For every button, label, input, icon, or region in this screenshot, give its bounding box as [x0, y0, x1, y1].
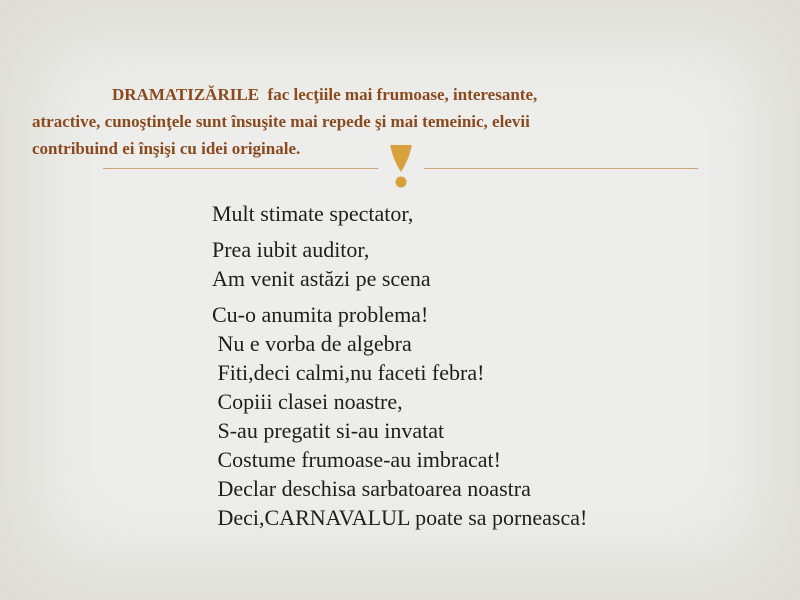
poem	[212, 199, 732, 532]
poem-line: Am venit astăzi pe scena	[212, 266, 431, 291]
poem-line: Cu-o anumita problema!	[212, 302, 429, 327]
poem-line: Prea iubit auditor,	[212, 237, 370, 262]
poem-line: Deci,CARNAVALUL poate sa porneasca!	[212, 505, 588, 530]
ornament-drop-icon	[388, 143, 414, 189]
heading-line-1: DRAMATIZĂRILE fac lecţiile mai frumoase, interesante,	[112, 85, 538, 104]
poem-line: Nu e vorba de algebra	[212, 331, 412, 356]
divider-right	[424, 168, 698, 169]
divider-left	[103, 168, 378, 169]
heading-line-2: atractive, cunoştinţele sunt însuşite mai repede şi mai temeinic, elevii	[32, 112, 530, 131]
poem-line: Copiii clasei noastre,	[212, 389, 403, 414]
poem-line: Fiti,deci calmi,nu faceti febra!	[212, 360, 485, 385]
poem-line: S-au pregatit si-au invatat	[212, 418, 445, 443]
poem-line: Mult stimate spectator,	[212, 201, 414, 226]
poem-line: Costume frumoase-au imbracat!	[212, 447, 501, 472]
heading-line-3: contribuind ei înşişi cu idei originale.	[32, 139, 301, 158]
poem-line: Declar deschisa sarbatoarea noastra	[212, 476, 531, 501]
